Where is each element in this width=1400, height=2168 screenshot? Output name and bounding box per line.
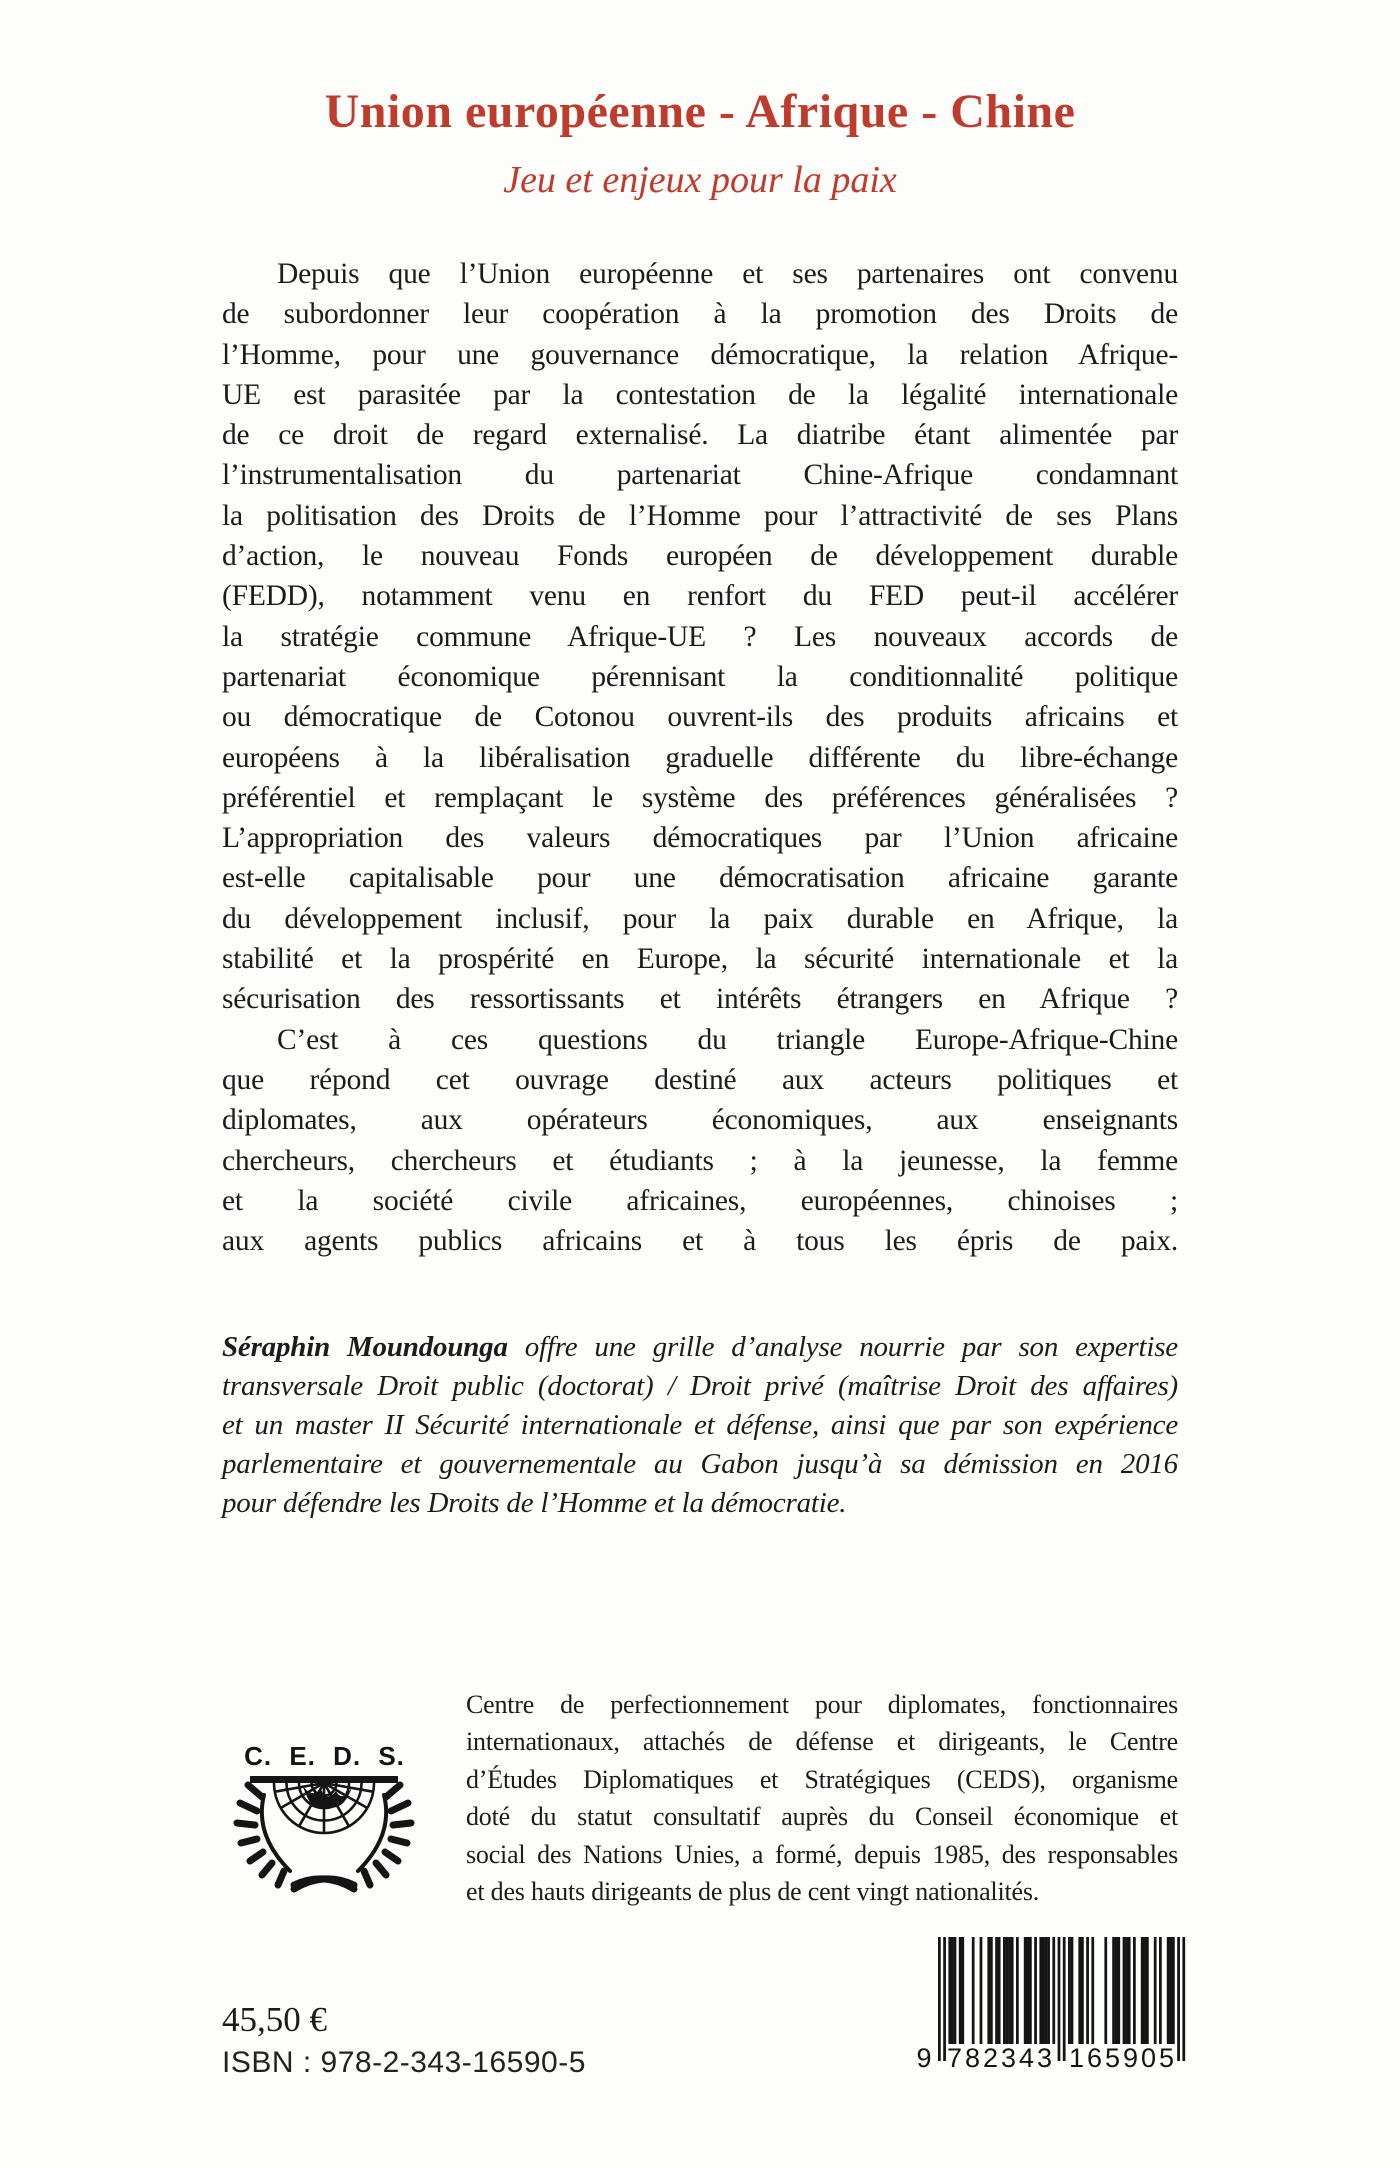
publisher-line: internationaux, attachés de défense et dirigeants, le Centre	[466, 1727, 1178, 1757]
synopsis-line: l’instrumentalisation du partenariat Chine-Afrique condamnant	[222, 459, 1178, 492]
ean-barcode	[912, 1937, 1190, 2069]
synopsis-line: européens à la libéralisation graduelle différente du libre-échange	[222, 741, 1178, 774]
synopsis-line: de ce droit de regard externalisé. La diatribe étant alimentée par	[222, 419, 1178, 452]
book-title: Union européenne - Afrique - Chine	[324, 85, 1076, 138]
synopsis-line: C’est à ces questions du triangle Europe-Afrique-Chine	[277, 1023, 1178, 1056]
synopsis-line: ou démocratique de Cotonou ouvrent-ils des produits africains et	[222, 701, 1178, 734]
synopsis-line: Depuis que l’Union européenne et ses partenaires ont convenu	[277, 258, 1178, 290]
synopsis-line: diplomates, aux opérateurs économiques, aux enseignants	[222, 1104, 1178, 1137]
synopsis-line: chercheurs, chercheurs et étudiants ; à la jeunesse, la femme	[222, 1144, 1178, 1177]
author-note-line: et un master II Sécurité internationale et défense, ainsi que par son expérience	[222, 1409, 1178, 1441]
author-note-line: parlementaire et gouvernementale au Gabon jusqu’à sa démission en 2016	[222, 1448, 1178, 1480]
synopsis-line: est-elle capitalisable pour une démocratisation africaine garante	[222, 862, 1178, 895]
ceds-globe-laurel-icon	[224, 1772, 424, 1899]
publisher-line: d’Études Diplomatiques et Stratégiques (CEDS), organisme	[466, 1764, 1178, 1794]
synopsis-line: stabilité et la prospérité en Europe, la sécurité internationale et la	[222, 943, 1178, 976]
synopsis-line: de subordonner leur coopération à la promotion des Droits de	[222, 298, 1178, 331]
synopsis-line: partenariat économique pérennisant la conditionnalité politique	[222, 660, 1178, 693]
author-name: Séraphin Moundounga	[222, 1331, 508, 1363]
synopsis-line: UE est parasitée par la contestation de la légalité internationale	[222, 378, 1178, 411]
synopsis	[222, 254, 1178, 1261]
price-label: 45,50 €	[222, 2000, 327, 2039]
synopsis-line: du développement inclusif, pour la paix durable en Afrique, la	[222, 902, 1178, 935]
publisher-line: social des Nations Unies, a formé, depuis 1985, des responsables	[466, 1839, 1178, 1869]
synopsis-line: préférentiel et remplaçant le système des préférences généralisées ?	[222, 781, 1178, 814]
book-subtitle: Jeu et enjeux pour la paix	[503, 159, 897, 201]
author-note	[222, 1328, 1178, 1523]
publisher-line: doté du statut consultatif auprès du Conseil économique et	[466, 1802, 1178, 1832]
isbn-label: ISBN : 978-2-343-16590-5	[222, 2046, 586, 2079]
barcode-right-digits: 165905	[1068, 2043, 1178, 2069]
publisher-line: Centre de perfectionnement pour diplomates, fonctionnaires	[466, 1690, 1178, 1719]
author-note-line: Séraphin Moundounga offre une grille d’analyse nourrie par son expertise	[222, 1331, 1178, 1363]
synopsis-line: d’action, le nouveau Fonds européen de développement durable	[222, 540, 1178, 573]
synopsis-line: aux agents publics africains et à tous les épris de paix.	[222, 1225, 1178, 1258]
barcode-lead-digit: 9	[916, 2043, 932, 2069]
synopsis-line: et la société civile africaines, européennes, chinoises ;	[222, 1184, 1178, 1217]
author-note-line: transversale Droit public (doctorat) / Droit privé (maîtrise Droit des affaires)	[222, 1370, 1178, 1402]
synopsis-line: l’Homme, pour une gouvernance démocratique, la relation Afrique-	[222, 338, 1178, 371]
author-note-line: pour défendre les Droits de l’Homme et la démocratie.	[222, 1487, 847, 1519]
publisher-logo-text: C. E. D. S.	[244, 1741, 405, 1771]
synopsis-line: la stratégie commune Afrique-UE ? Les nouveaux accords de	[222, 620, 1178, 653]
publisher-description	[466, 1686, 1178, 1910]
synopsis-line: sécurisation des ressortissants et intérêts étrangers en Afrique ?	[222, 983, 1178, 1016]
synopsis-line: que répond cet ouvrage destiné aux acteurs politiques et	[222, 1063, 1178, 1096]
synopsis-line: la politisation des Droits de l’Homme pour l’attractivité de ses Plans	[222, 499, 1178, 532]
barcode-left-digits: 782343	[946, 2043, 1056, 2069]
synopsis-line: L’appropriation des valeurs démocratiques par l’Union africaine	[222, 822, 1178, 855]
synopsis-line: (FEDD), notamment venu en renfort du FED peut-il accélérer	[222, 580, 1178, 613]
publisher-line: et des hauts dirigeants de plus de cent vingt nationalités.	[466, 1877, 1040, 1907]
